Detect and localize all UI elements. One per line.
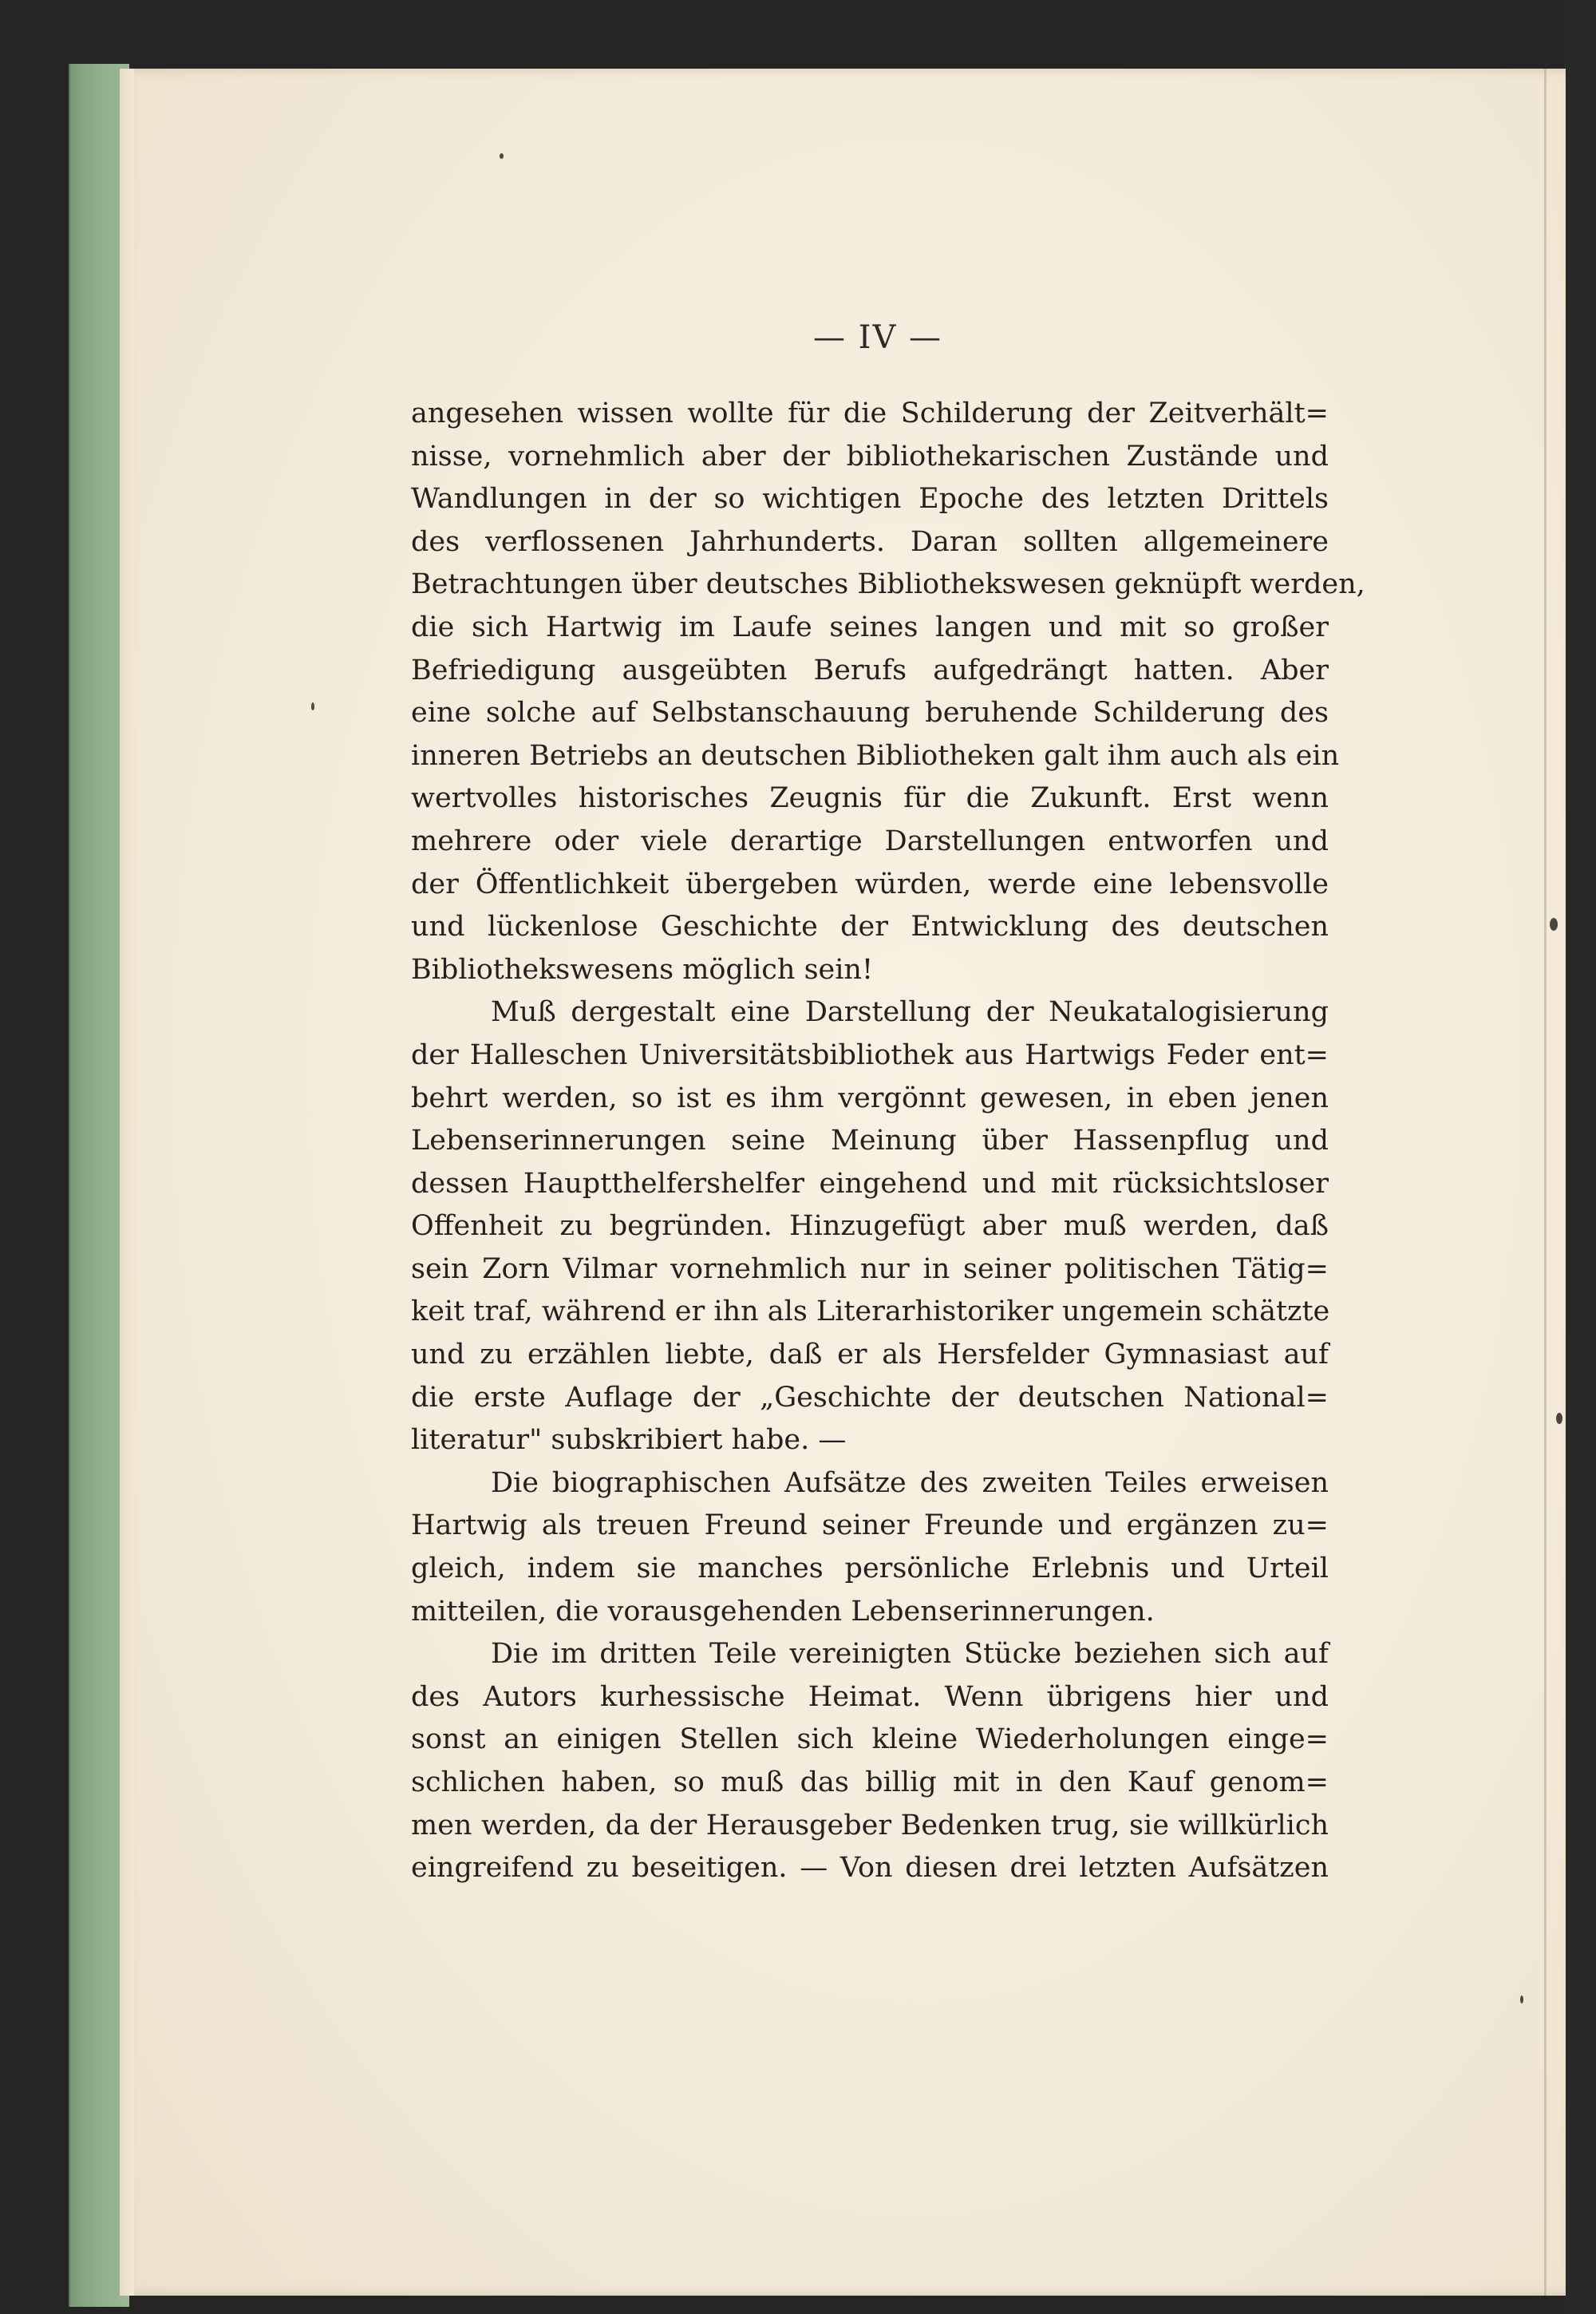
text-line: eingreifend zu beseitigen. — Von diesen drei letzten Aufsätzen [411, 1852, 1329, 1885]
text-line: und zu erzählen liebte, daß er als Hersfelder Gymnasiast auf [411, 1339, 1329, 1371]
text-line: mitteilen, die vorausgehenden Lebenserinnerungen. [411, 1595, 1155, 1628]
paper-speck [311, 702, 314, 710]
body-text [411, 393, 1365, 1890]
text-line: Hartwig als treuen Freund seiner Freunde und ergänzen zu= [411, 1509, 1329, 1542]
text-line: sein Zorn Vilmar vornehmlich nur in seiner politischen Tätig= [411, 1252, 1329, 1285]
text-line: Betrachtungen über deutsches Bibliothekswesen geknüpft werden, [411, 568, 1365, 601]
page-number: — IV — [812, 319, 943, 356]
text-line: inneren Betriebs an deutschen Bibliotheken galt ihm auch als ein [411, 739, 1340, 772]
text-line: wertvolles historisches Zeugnis für die Zukunft. Erst wenn [411, 782, 1329, 815]
text-line: Lebenserinnerungen seine Meinung über Hassenpflug und [411, 1125, 1329, 1157]
text-line: behrt werden, so ist es ihm vergönnt gewesen, in eben jenen [411, 1082, 1329, 1114]
text-line: keit traf, während er ihn als Literarhistoriker ungemein schätzte [411, 1295, 1330, 1328]
text-line: Offenheit zu begründen. Hinzugefügt aber muß werden, daß [411, 1210, 1329, 1243]
text-line: Die im dritten Teile vereinigten Stücke beziehen sich auf [491, 1638, 1329, 1671]
text-line: men werden, da der Herausgeber Bedenken trug, sie willkürlich [411, 1809, 1329, 1841]
text-line: Befriedigung ausgeübten Berufs aufgedrängt hatten. Aber [411, 654, 1329, 686]
paper-speck [1556, 1413, 1562, 1424]
paper-speck [1550, 918, 1558, 931]
text-line: mehrere oder viele derartige Darstellungen entworfen und [411, 825, 1329, 857]
text-line: nisse, vornehmlich aber der bibliothekarischen Zustände und [411, 440, 1329, 473]
text-line: der Halleschen Universitätsbibliothek aus Hartwigs Feder ent= [411, 1038, 1329, 1071]
text-line: Bibliothekswesens möglich sein! [411, 953, 874, 986]
text-line: literatur" subskribiert habe. — [411, 1424, 847, 1457]
text-line: des verflossenen Jahrhunderts. Daran sollten allgemeinere [411, 525, 1329, 558]
text-line: des Autors kurhessische Heimat. Wenn übrigens hier und [411, 1680, 1329, 1713]
text-line: die erste Auflage der „Geschichte der deutschen National= [411, 1381, 1329, 1414]
text-line: der Öffentlichkeit übergeben würden, werde eine lebensvolle [411, 868, 1329, 900]
paper-speck [500, 153, 504, 159]
page-gutter [120, 69, 134, 2296]
page-fold [1544, 69, 1547, 2296]
text-line: dessen Hauptthelfershelfer eingehend und mit rücksichtsloser [411, 1167, 1329, 1200]
text-line: schlichen haben, so muß das billig mit in den Kauf genom= [411, 1766, 1329, 1798]
text-line: Wandlungen in der so wichtigen Epoche des letzten Drittels [411, 483, 1329, 516]
text-line: angesehen wissen wollte für die Schilderung der Zeitverhält= [411, 398, 1329, 429]
text-line: Muß dergestalt eine Darstellung der Neukatalogisierung [491, 996, 1329, 1029]
scan-border-right [1564, 0, 1596, 2314]
text-line: und lückenlose Geschichte der Entwicklung des deutschen [411, 911, 1329, 943]
text-line: die sich Hartwig im Laufe seines langen und mit so großer [411, 611, 1329, 643]
text-line: gleich, indem sie manches persönliche Erlebnis und Urteil [411, 1553, 1329, 1585]
text-line: Die biographischen Aufsätze des zweiten Teiles erweisen [491, 1466, 1329, 1499]
text-line: sonst an einigen Stellen sich kleine Wiederholungen einge= [411, 1723, 1329, 1756]
text-line: eine solche auf Selbstanschauung beruhende Schilderung des [411, 697, 1329, 730]
paper-speck [1520, 1996, 1523, 2003]
